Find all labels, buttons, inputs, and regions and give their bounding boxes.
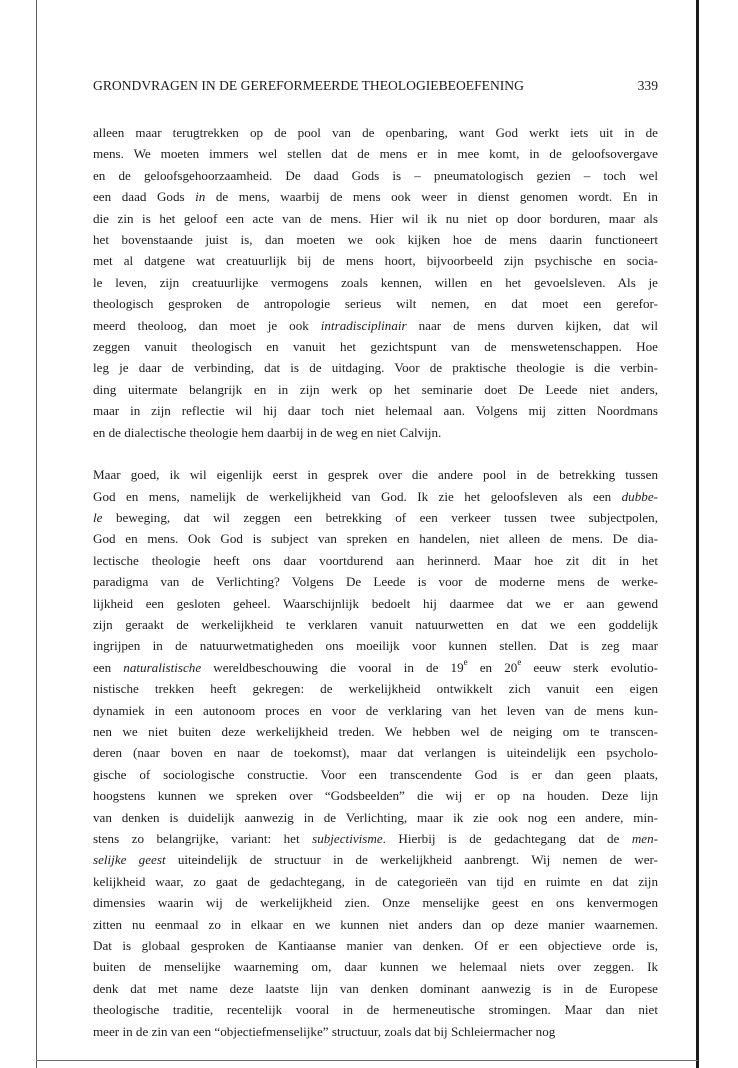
text-line: paradigma van de Verlichting? Volgens De Leede is voor de moderne mens de werke- (93, 574, 658, 590)
text-line: ding uitermate belangrijk en in zijn werk op het seminarie doet De Leede niet anders, (93, 381, 658, 397)
page-number: 339 (637, 78, 658, 93)
superscript: e (517, 657, 522, 668)
text-line: Dat is globaal gesproken de Kantiaanse manier van denken. Of er een objectieve orde is, (93, 938, 658, 954)
text-line: zijn geraakt de werkelijkheid te verklaren vanuit natuurwetten en dat we een goddelijk (93, 616, 658, 632)
text-line: God en mens. Ook God is subject van spreken en handelen, niet alleen de mens. De dia- (93, 531, 658, 547)
text-line: zitten nu eenmaal zo in elkaar en we kunnen niet anders dan op deze manier waarnemen. (93, 916, 658, 932)
text-line: nen we niet buiten deze werkelijkheid treden. We hebben wel de neiging om te transcen- (93, 723, 658, 739)
text-line: leg je daar de verbinding, dat is de uitdaging. Voor de praktische theologie is die verbin- (93, 360, 658, 376)
text-line: kelijkheid waar, zo gaat de gedachtegang, in de categorieën van tijd en ruimte en dat zijn (93, 873, 658, 889)
italic-term: men- (631, 831, 658, 846)
text-line: le leven, zijn creatuurlijke vermogens zoals kennen, willen en het gevoelsleven. Als je (93, 274, 658, 290)
text-line: en de dialectische theologie hem daarbij in de weg en niet Calvijn. (93, 424, 442, 440)
text-line: gische of sociologische constructie. Voor een transcendente God is er dan geen plaats, (93, 766, 658, 782)
italic-term: le (93, 509, 103, 525)
italic-term: in (195, 189, 206, 205)
text-line: met al datgene wat creatuurlijk bij de mens hoort, bijvoorbeeld zijn psychische en socia- (93, 253, 658, 269)
text-line: theologische traditie, recentelijk vooral in de hermeneutische stromingen. Maar dan niet (93, 1002, 658, 1018)
text-line: meer in de zin van een “objectiefmenselijke” structuur, zoals dat bij Schleiermacher nog (93, 1023, 556, 1039)
text-line: van denken is duidelijk aanwezig in de Verlichting, maar ik zie ook nog een andere, min- (93, 809, 658, 825)
text-line: mens. We moeten immers wel stellen dat de mens er in mee komt, in de geloofsovergave (93, 146, 658, 162)
text-line: Maar goed, ik wil eigenlijk eerst in gesprek over die andere pool in de betrekking tussen (93, 467, 658, 483)
text-line: meerd theoloog, dan moet je ook intradisciplinair naar de mens durven kijken, dat wil (93, 317, 659, 333)
right-margin-rule (696, 0, 699, 1068)
text-line: le beweging, dat wil zeggen een betrekking of een verkeer tussen twee subjectpolen, (93, 509, 658, 525)
text-line: lectische theologie heeft ons daar voortdurend aan herinnerd. Maar hoe zit dit in het (93, 552, 658, 568)
bottom-margin-rule (36, 1060, 698, 1061)
italic-term: selijke geest (93, 852, 166, 868)
text-line: dynamiek in een autonoom proces en voor de verklaring van het leven van de mens kun- (93, 702, 658, 718)
paragraph (93, 122, 658, 443)
text-line: nistische trekken heeft gekregen: de werkelijkheid ontwikkelt zich vanuit een eigen (93, 681, 658, 697)
text-line: stens zo belangrijke, variant: het subjectivisme. Hierbij is de gedachtegang dat de men- (93, 831, 658, 846)
text-line: en de geloofsgehoorzaamheid. De daad Gods is – pneumatologisch gezien – toch wel (93, 167, 658, 183)
italic-term: dubbe- (621, 488, 658, 504)
text-line: deren (naar boven en naar de toekomst), maar dat verlangen is uiteindelijk een psycholo- (93, 745, 658, 761)
paragraph (93, 464, 658, 1042)
text-line: lijkheid een gesloten geheel. Waarschijnlijk bedoelt hij daarmee dat we er aan gewend (93, 595, 658, 611)
italic-term: naturalistische (123, 659, 202, 675)
superscript: e (463, 657, 468, 668)
text-line: het bovenstaande juist is, dan moeten we ook kijken hoe de mens daarin functioneert (93, 232, 658, 248)
text-line: denk dat met name deze laatste lijn van denken dominant aanwezig is in de Europese (93, 980, 658, 996)
text-line: dimensies waarin wij de werkelijkheid zien. Onze menselijke geest en ons kenvermogen (93, 895, 658, 911)
italic-term: intradisciplinair (320, 317, 407, 333)
text-line: een naturalistische wereldbeschouwing die vooral in de 19e en 20e eeuw sterk evolutio- (93, 657, 659, 675)
running-header-title: GRONDVRAGEN IN DE GEREFORMEERDE THEOLOGIEBEOEFENING (93, 78, 524, 93)
text-line: buiten de menselijke waarneming om, daar kunnen we helemaal niets over zeggen. Ik (93, 959, 658, 975)
text-line: selijke geest uiteindelijk de structuur in de werkelijkheid aanbrengt. Wij nemen de wer- (93, 852, 658, 868)
text-line: zeggen vanuit theologisch en vanuit het gezichtspunt van de menswetenschappen. Hoe (93, 339, 658, 355)
text-line: alleen maar terugtrekken op de pool van de openbaring, want God werkt iets uit in de (93, 125, 658, 140)
left-margin-rule (36, 0, 37, 1068)
text-line: theologisch gesproken de antropologie serieus wilt nemen, en dat moet een gerefor- (93, 296, 658, 312)
text-line: maar in zijn reflectie wil hij daar toch niet helemaal aan. Volgens mij zitten Noordmans (93, 403, 658, 419)
text-line: een daad Gods in de mens, waarbij de mens ook weer in dienst genomen wordt. En in (93, 189, 658, 205)
text-line: hoogstens kunnen we spreken over “Godsbeelden” die wij er op na houden. Deze lijn (93, 788, 658, 804)
text-line: ingrijpen in de natuurwetmatigheden ons moeilijk voor kunnen stellen. Dat is zeg maar (93, 638, 658, 654)
text-line: die zin is het geloof een acte van de mens. Hier wil ik nu niet op door borduren, maar als (93, 210, 658, 226)
body-text (93, 122, 658, 1042)
text-line: God en mens, namelijk de werkelijkheid van God. Ik zie het geloofsleven als een dubbe- (93, 488, 658, 504)
italic-term: subjectivisme (312, 831, 383, 846)
